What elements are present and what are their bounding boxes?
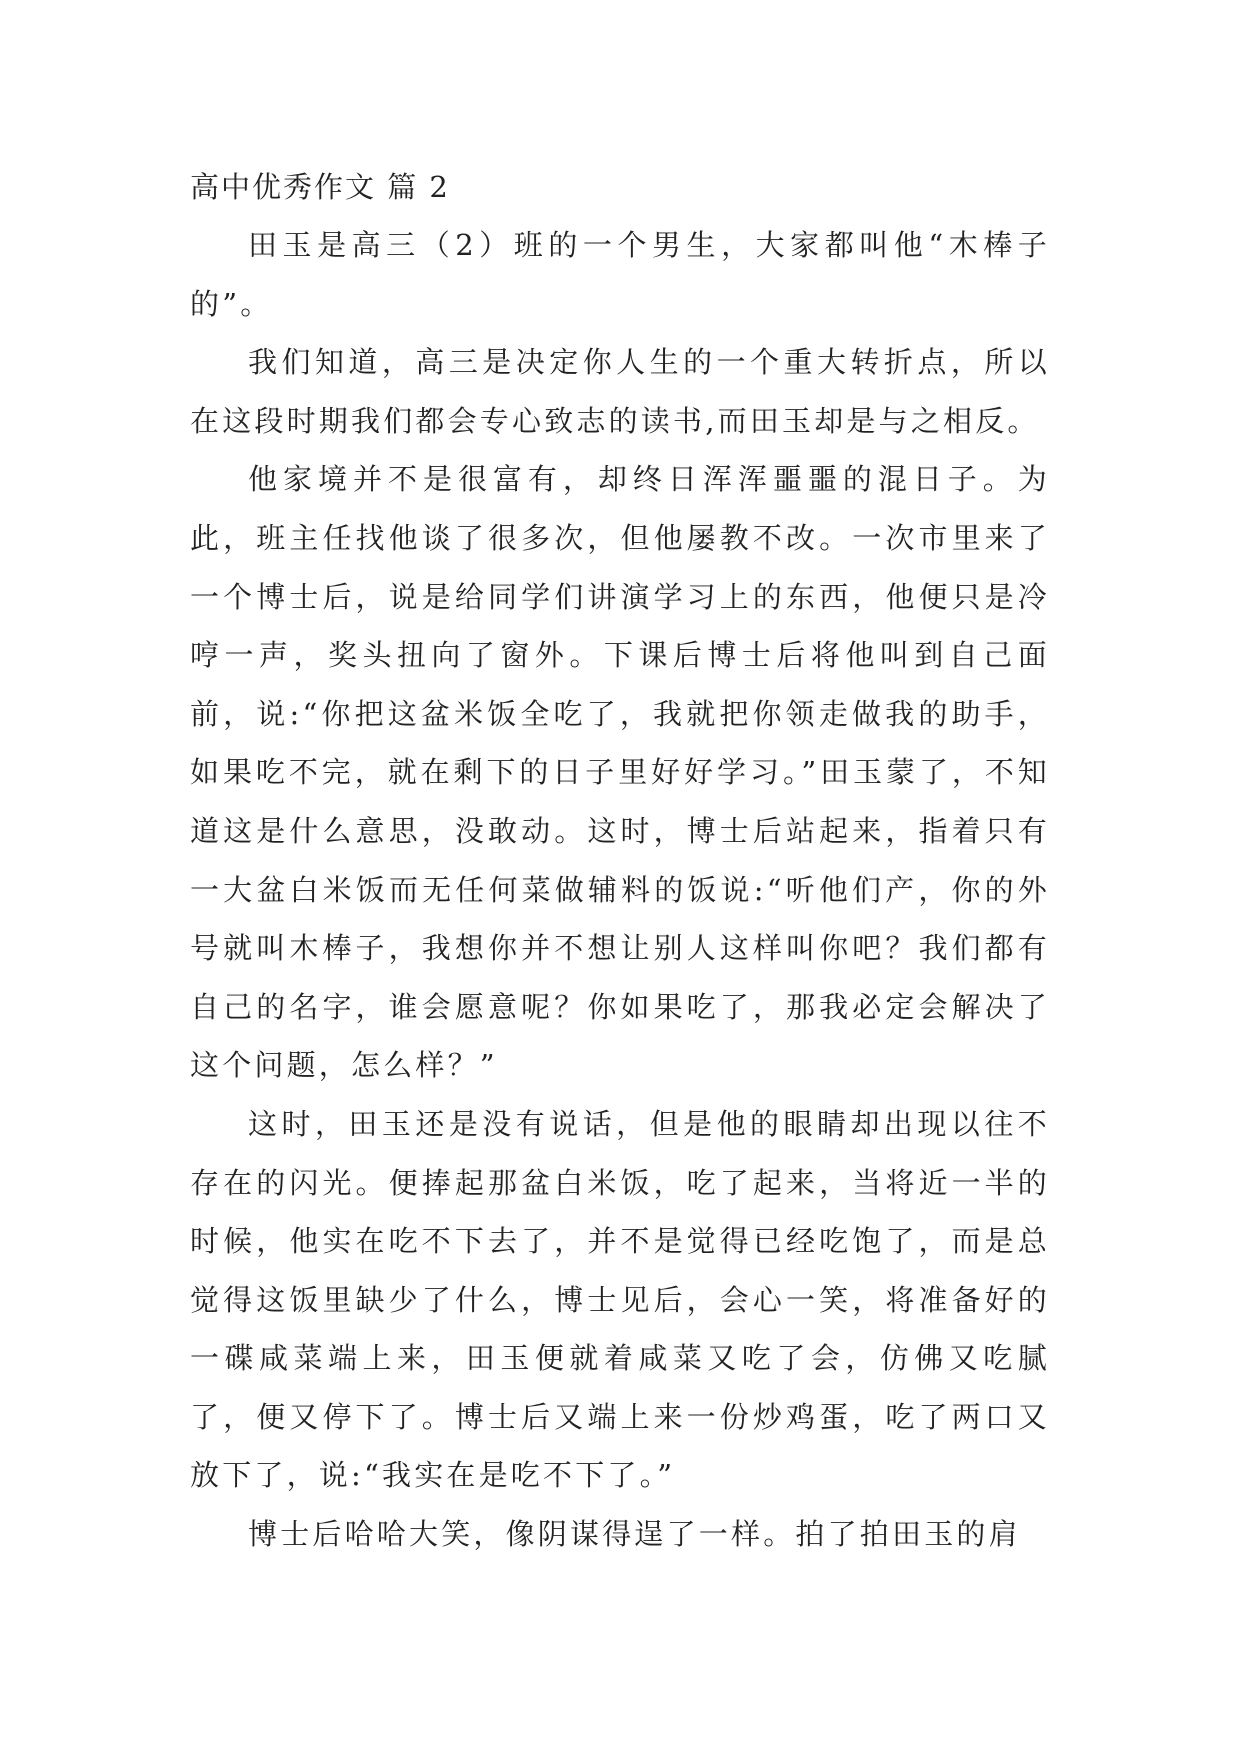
paragraph-1: 田玉是高三（2）班的一个男生，大家都叫他“木棒子的”。 — [190, 228, 1050, 321]
paragraph-2: 我们知道，高三是决定你人生的一个重大转折点，所以在这段时期我们都会专心致志的读书,而田玉却是与之相反。 — [190, 345, 1050, 438]
paragraph-4: 这时，田玉还是没有说话，但是他的眼睛却出现以往不存在的闪光。便捧起那盆白米饭，吃了起来，当将近一半的时候，他实在吃不下去了，并不是觉得已经吃饱了，而是总觉得这饭里缺少了什么，博士见后，会心一笑，将准备好的一碟咸菜端上来，田玉便就着咸菜又吃了会，仿佛又吃腻了，便又停下了。博士后又端上来一份炒鸡蛋，吃了两口又放下了，说:“我实在是吃不下了。” — [190, 1106, 1050, 1493]
paragraph-5: 博士后哈哈大笑，像阴谋得逞了一样。拍了拍田玉的肩 — [248, 1517, 1021, 1552]
document-body — [190, 158, 1050, 1564]
paragraph-3: 他家境并不是很富有，却终日浑浑噩噩的混日子。为此，班主任找他谈了很多次，但他屡教不改。一次市里来了一个博士后，说是给同学们讲演学习上的东西，他便只是冷哼一声，奖头扭向了窗外。下课后博士后将他叫到自己面前，说:“你把这盆米饭全吃了，我就把你领走做我的助手，如果吃不完，就在剩下的日子里好好学习。”田玉蒙了，不知道这是什么意思，没敢动。这时，博士后站起来，指着只有一大盆白米饭而无任何菜做辅料的饭说:“听他们产，你的外号就叫木棒子，我想你并不想让别人这样叫你吧？我们都有自己的名字，谁会愿意呢？你如果吃了，那我必定会解决了这个问题，怎么样？” — [190, 462, 1050, 1083]
document-title: 高中优秀作文 篇 2 — [190, 170, 450, 204]
